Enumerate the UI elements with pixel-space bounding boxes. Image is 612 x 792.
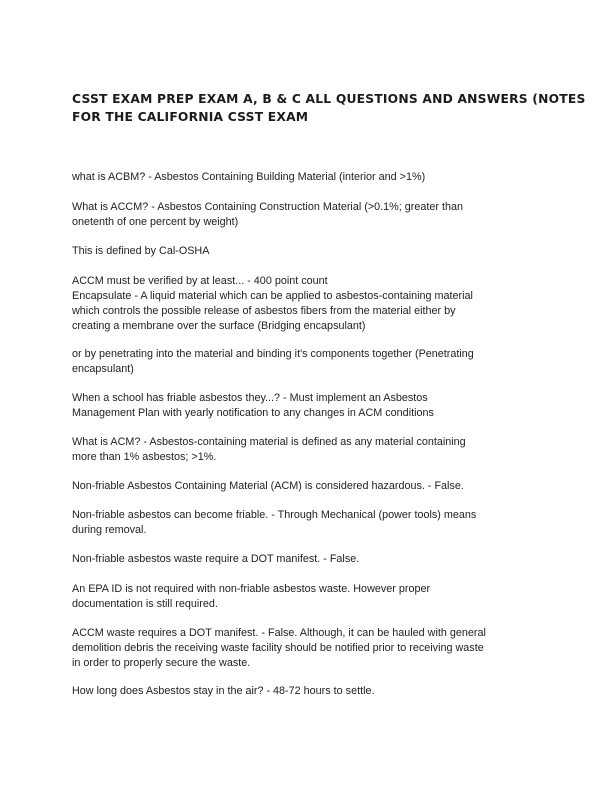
text-line: onetenth of one percent by weight) bbox=[72, 216, 239, 228]
text-line: Non-friable asbestos can become friable. - Through Mechanical (power tools) means bbox=[72, 509, 477, 521]
text-line: during removal. bbox=[72, 524, 147, 536]
text-line: Encapsulate - A liquid material which can be applied to asbestos-containing material bbox=[72, 290, 473, 302]
text-line: Management Plan with yearly notification to any changes in ACM conditions bbox=[72, 407, 434, 419]
text-line: or by penetrating into the material and binding it's components together (Penetrating bbox=[72, 348, 474, 360]
paragraph-air-settle bbox=[72, 684, 552, 699]
text-line: which controls the possible release of asbestos fibers from the material either by bbox=[72, 305, 456, 317]
text-line: more than 1% asbestos; >1%. bbox=[72, 451, 217, 463]
text-line: How long does Asbestos stay in the air? - 48-72 hours to settle. bbox=[72, 685, 375, 697]
paragraph-encapsulate bbox=[72, 274, 552, 334]
text-line: documentation is still required. bbox=[72, 598, 218, 610]
text-line: what is ACBM? - Asbestos Containing Building Material (interior and >1%) bbox=[72, 171, 426, 183]
text-line: ACCM waste requires a DOT manifest. - False. Although, it can be hauled with general bbox=[72, 627, 486, 639]
text-line: Non-friable Asbestos Containing Material (ACM) is considered hazardous. - False. bbox=[72, 480, 464, 492]
text-line: demolition debris the receiving waste facility should be notified prior to receiving waste bbox=[72, 642, 484, 654]
paragraph-nonfriable-hazardous bbox=[72, 479, 552, 494]
paragraph-acm bbox=[72, 435, 552, 465]
text-line: creating a membrane over the surface (Bridging encapsulant) bbox=[72, 320, 366, 332]
paragraph-accm-waste bbox=[72, 626, 552, 671]
title-line: CSST EXAM PREP EXAM A, B & C ALL QUESTIONS AND ANSWERS (NOTES bbox=[72, 92, 586, 106]
document-title bbox=[72, 90, 586, 126]
paragraph-acbm bbox=[72, 170, 552, 185]
text-line: What is ACCM? - Asbestos Containing Construction Material (>0.1%; greater than bbox=[72, 201, 463, 213]
text-line: An EPA ID is not required with non-friable asbestos waste. However proper bbox=[72, 583, 431, 595]
paragraph-accm bbox=[72, 200, 552, 230]
text-line: When a school has friable asbestos they...? - Must implement an Asbestos bbox=[72, 392, 428, 404]
text-line: in order to properly secure the waste. bbox=[72, 657, 251, 669]
text-line: ACCM must be verified by at least... - 400 point count bbox=[72, 275, 328, 287]
text-line: Non-friable asbestos waste require a DOT manifest. - False. bbox=[72, 553, 360, 565]
title-line: FOR THE CALIFORNIA CSST EXAM bbox=[72, 110, 309, 124]
text-line: encapsulant) bbox=[72, 363, 134, 375]
paragraph-epa-id bbox=[72, 582, 552, 612]
text-line: What is ACM? - Asbestos-containing material is defined as any material containing bbox=[72, 436, 466, 448]
paragraph-dot-manifest bbox=[72, 552, 552, 567]
paragraph-penetrating bbox=[72, 347, 552, 377]
paragraph-nonfriable-friable bbox=[72, 508, 552, 538]
paragraph-cal-osha bbox=[72, 244, 552, 259]
paragraph-school bbox=[72, 391, 552, 421]
text-line: This is defined by Cal-OSHA bbox=[72, 245, 210, 257]
